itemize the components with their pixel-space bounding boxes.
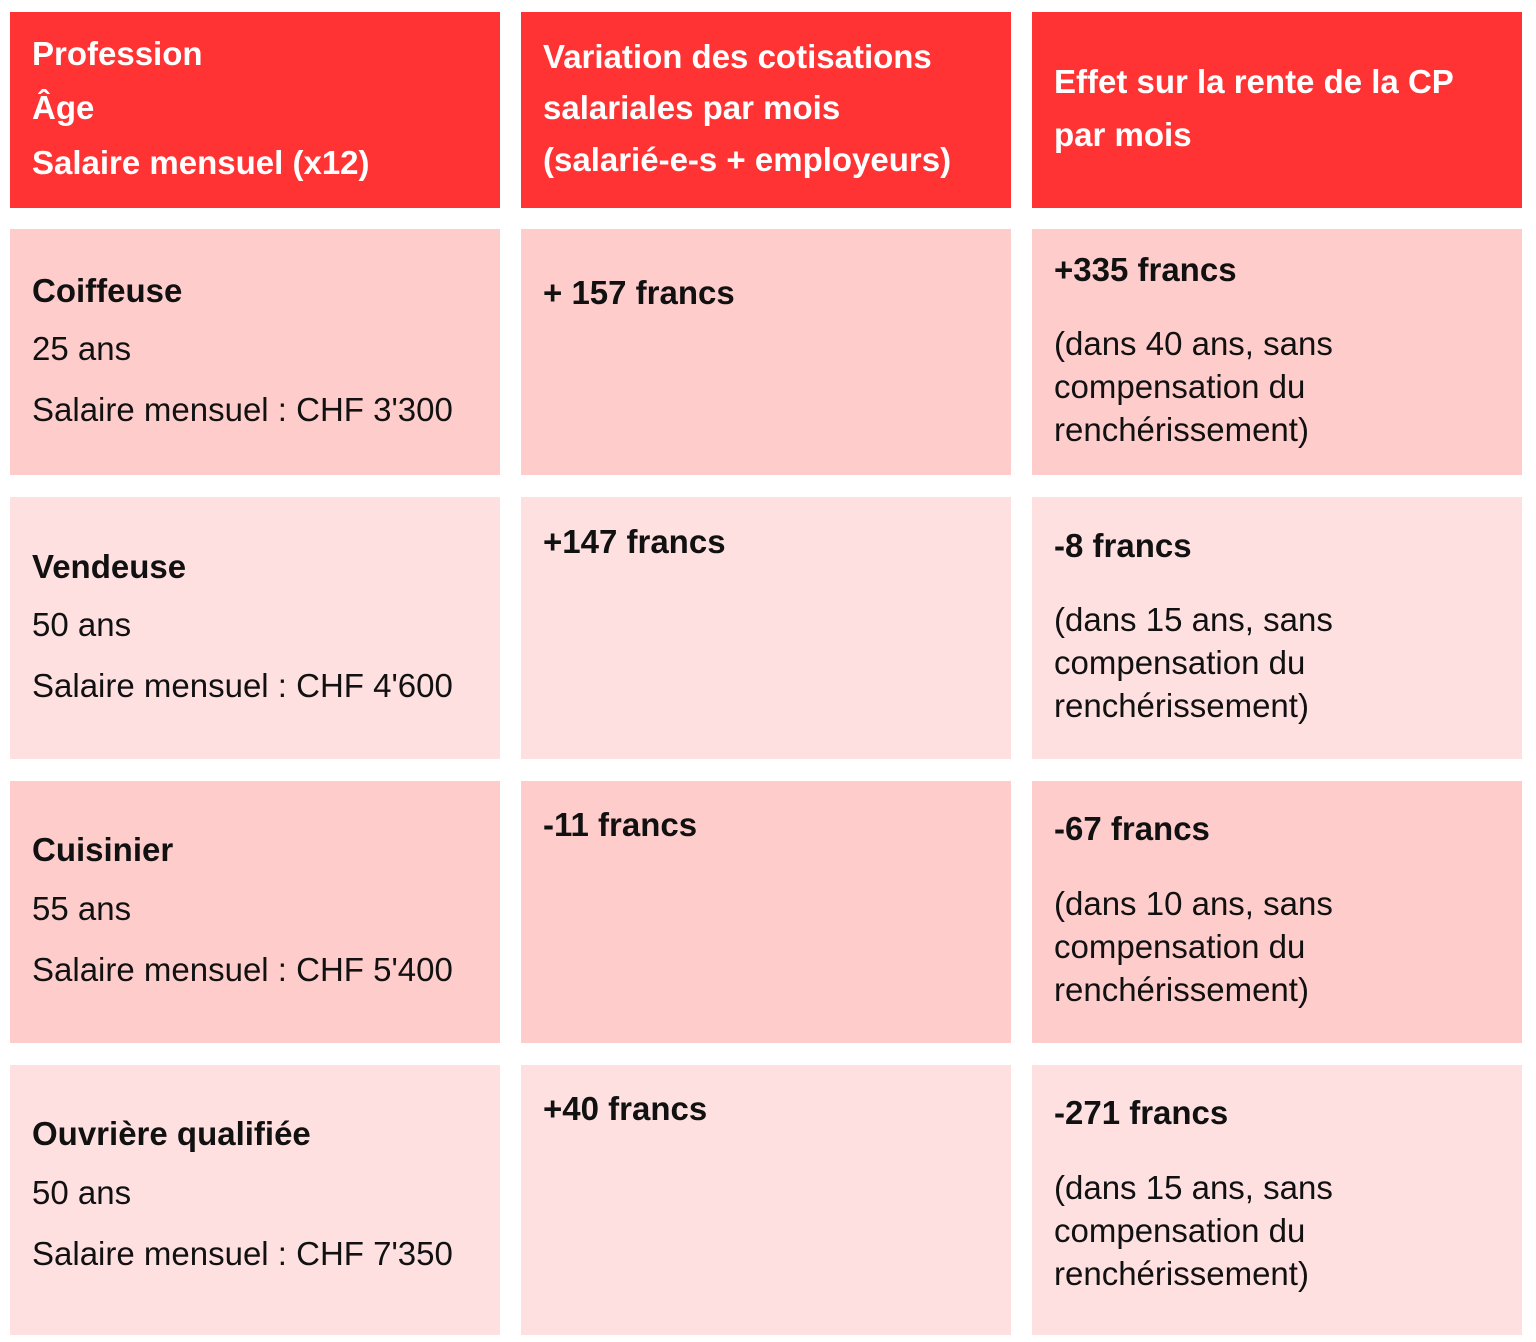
header-line: (salarié-e-s + employeurs) <box>543 141 952 178</box>
effect-note: (dans 15 ans, sans compensation du renchérissement) <box>1054 601 1333 724</box>
header-line: salariales par mois <box>543 89 841 126</box>
header-line: par mois <box>1054 116 1192 153</box>
profession-name: Cuisinier <box>32 831 174 868</box>
profession-name: Ouvrière qualifiée <box>32 1115 311 1152</box>
profession-name: Vendeuse <box>32 548 187 585</box>
contribution-value: +40 francs <box>543 1090 708 1127</box>
contribution-value: +147 francs <box>543 523 726 560</box>
header-line: Profession <box>32 35 203 72</box>
header-contribution-variation <box>521 12 1011 208</box>
table-row-contribution <box>521 781 1011 1043</box>
age: 25 ans <box>32 330 132 367</box>
contribution-value: + 157 francs <box>543 274 735 311</box>
table-row-profile <box>10 497 500 759</box>
effect-value: -67 francs <box>1054 810 1210 847</box>
profession-name: Coiffeuse <box>32 272 183 309</box>
age: 55 ans <box>32 890 132 927</box>
monthly-salary: Salaire mensuel : CHF 4'600 <box>32 667 453 704</box>
table-row-effect <box>1032 497 1522 759</box>
contribution-value: -11 francs <box>543 806 698 843</box>
header-profession <box>10 12 500 208</box>
effect-value: -8 francs <box>1054 527 1192 564</box>
effect-value: -271 francs <box>1054 1094 1229 1131</box>
table-row-profile <box>10 229 500 475</box>
header-line: Variation des cotisations <box>543 38 932 75</box>
monthly-salary: Salaire mensuel : CHF 3'300 <box>32 391 453 428</box>
monthly-salary: Salaire mensuel : CHF 5'400 <box>32 951 453 988</box>
header-line: Effet sur la rente de la CP <box>1054 63 1454 100</box>
table-row-profile <box>10 781 500 1043</box>
table-row-contribution <box>521 229 1011 475</box>
table-row-effect <box>1032 781 1522 1043</box>
effect-note: (dans 15 ans, sans compensation du renchérissement) <box>1054 1169 1333 1292</box>
header-line: Salaire mensuel (x12) <box>32 144 370 181</box>
monthly-salary: Salaire mensuel : CHF 7'350 <box>32 1235 453 1272</box>
effect-note: (dans 40 ans, sans compensation du renchérissement) <box>1054 325 1333 448</box>
effect-note: (dans 10 ans, sans compensation du renchérissement) <box>1054 885 1333 1008</box>
table-row-effect <box>1032 229 1522 475</box>
header-line: Âge <box>32 89 95 126</box>
table-row-profile <box>10 1065 500 1335</box>
table-row-effect <box>1032 1065 1522 1335</box>
age: 50 ans <box>32 1174 132 1211</box>
age: 50 ans <box>32 606 132 643</box>
effect-value: +335 francs <box>1054 251 1237 288</box>
header-pension-effect <box>1032 12 1522 208</box>
table-row-contribution <box>521 497 1011 759</box>
table-row-contribution <box>521 1065 1011 1335</box>
